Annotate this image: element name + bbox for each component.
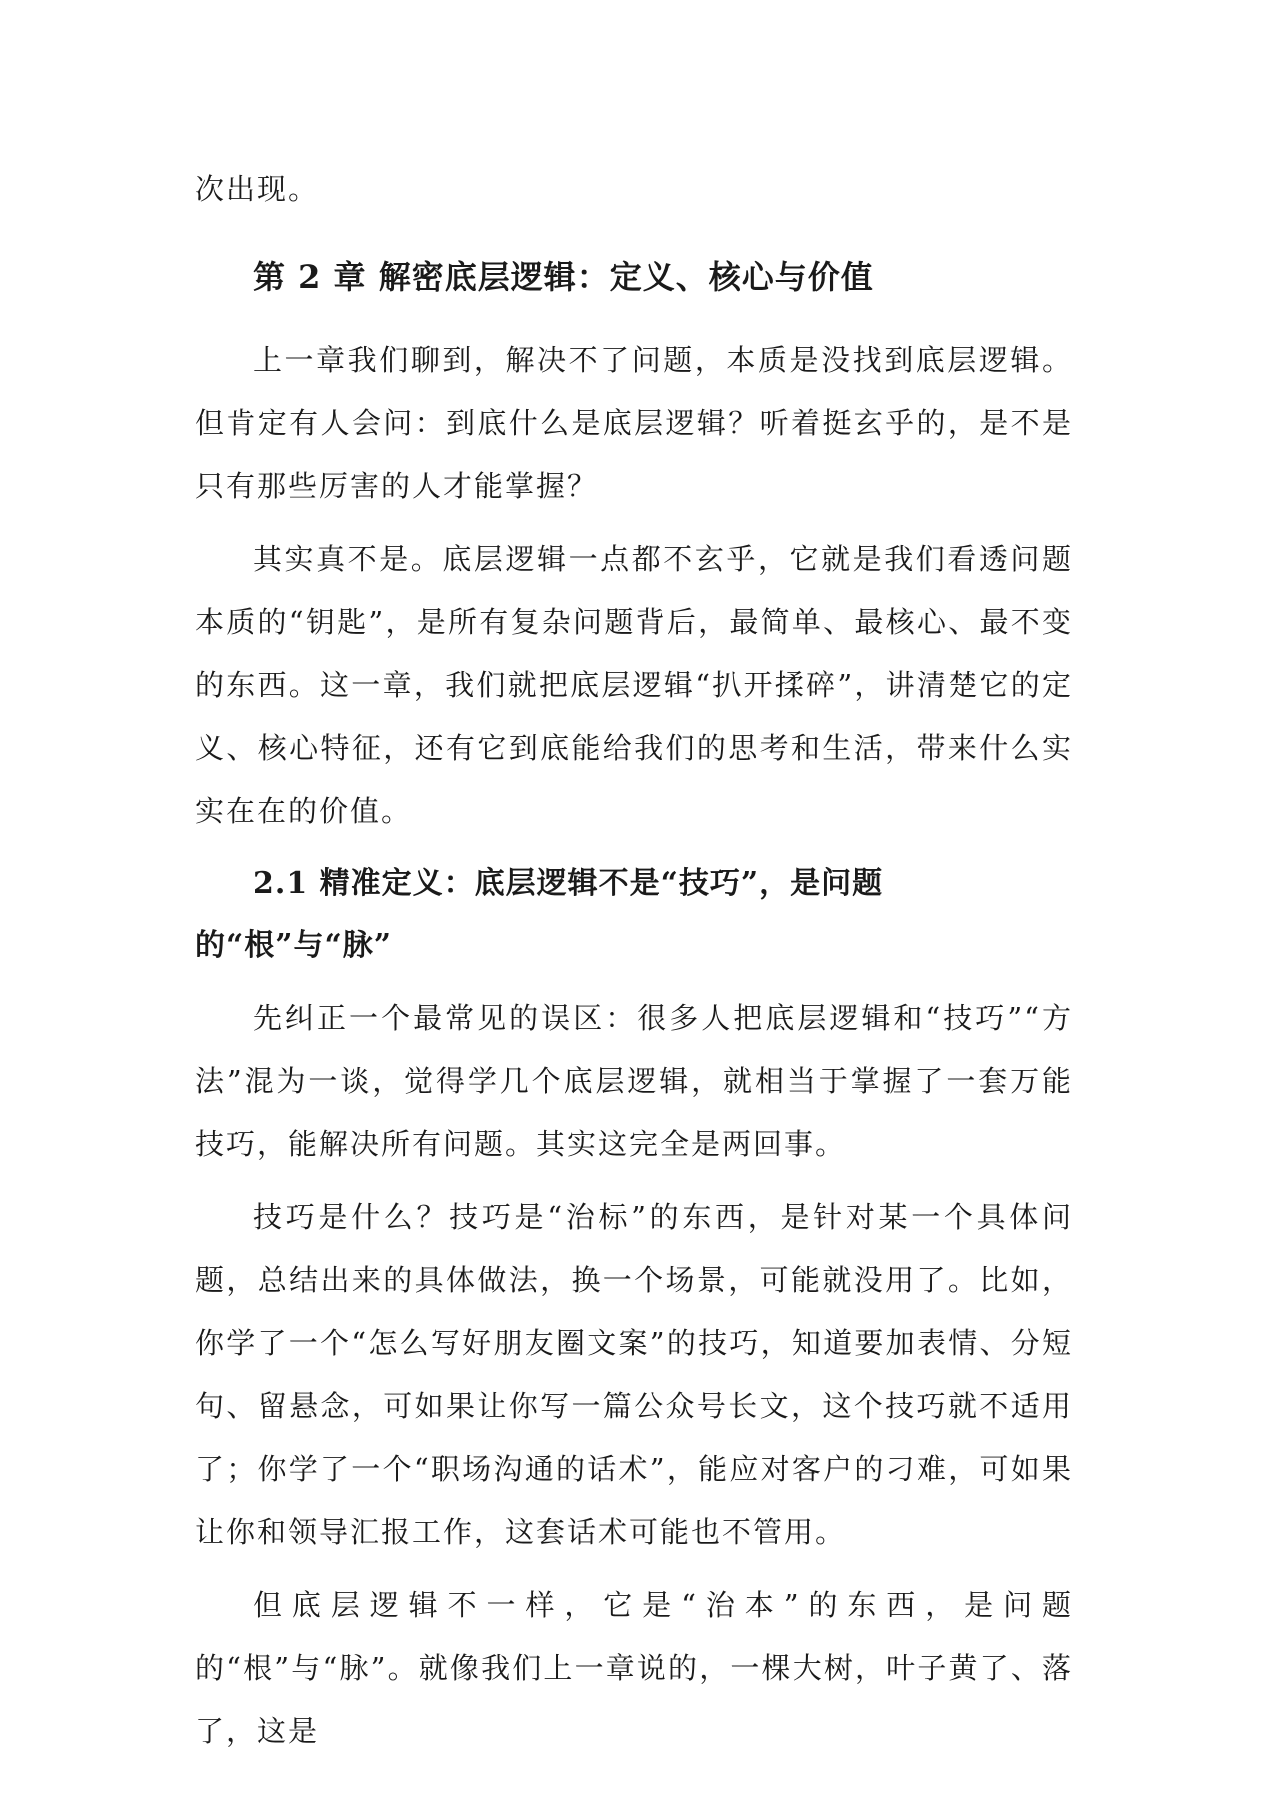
paragraph: 上一章我们聊到，解决不了问题，本质是没找到底层逻辑。但肯定有人会问：到底什么是底层逻辑？听着挺玄乎的，是不是只有那些厉害的人才能掌握？ <box>195 343 1073 503</box>
paragraph: 技巧是什么？技巧是“治标”的东西，是针对某一个具体问题，总结出来的具体做法，换一个场景，可能就没用了。比如，你学了一个“怎么写好朋友圈文案”的技巧，知道要加表情、分短句、留悬念，可如果让你写一篇公众号长文，这个技巧就不适用了；你学了一个“职场沟通的话术”，能应对客户的刁难，可如果让你和领导汇报工作，这套话术可能也不管用。 <box>195 1200 1073 1549</box>
paragraph: 其实真不是。底层逻辑一点都不玄乎，它就是我们看透问题本质的“钥匙”，是所有复杂问题背后，最简单、最核心、最不变的东西。这一章，我们就把底层逻辑“扒开揉碎”，讲清楚它的定义、核心特征，还有它到底能给我们的思考和生活，带来什么实实在在的价值。 <box>195 542 1073 828</box>
document-body <box>195 158 1073 1763</box>
section-title: 2.1 精准定义：底层逻辑不是“技巧”，是问题的“根”与“脉” <box>195 866 884 963</box>
paragraph: 先纠正一个最常见的误区：很多人把底层逻辑和“技巧”“方法”混为一谈，觉得学几个底层逻辑，就相当于掌握了一套万能技巧，能解决所有问题。其实这完全是两回事。 <box>195 1001 1073 1161</box>
paragraph-continuation: 次出现。 <box>195 172 320 206</box>
chapter-title: 第 2 章 解密底层逻辑：定义、核心与价值 <box>253 258 874 296</box>
paragraph: 但底层逻辑不一样，它是“治本”的东西，是问题的“根”与“脉”。就像我们上一章说的，一棵大树，叶子黄了、落了，这是 <box>195 1588 1073 1748</box>
